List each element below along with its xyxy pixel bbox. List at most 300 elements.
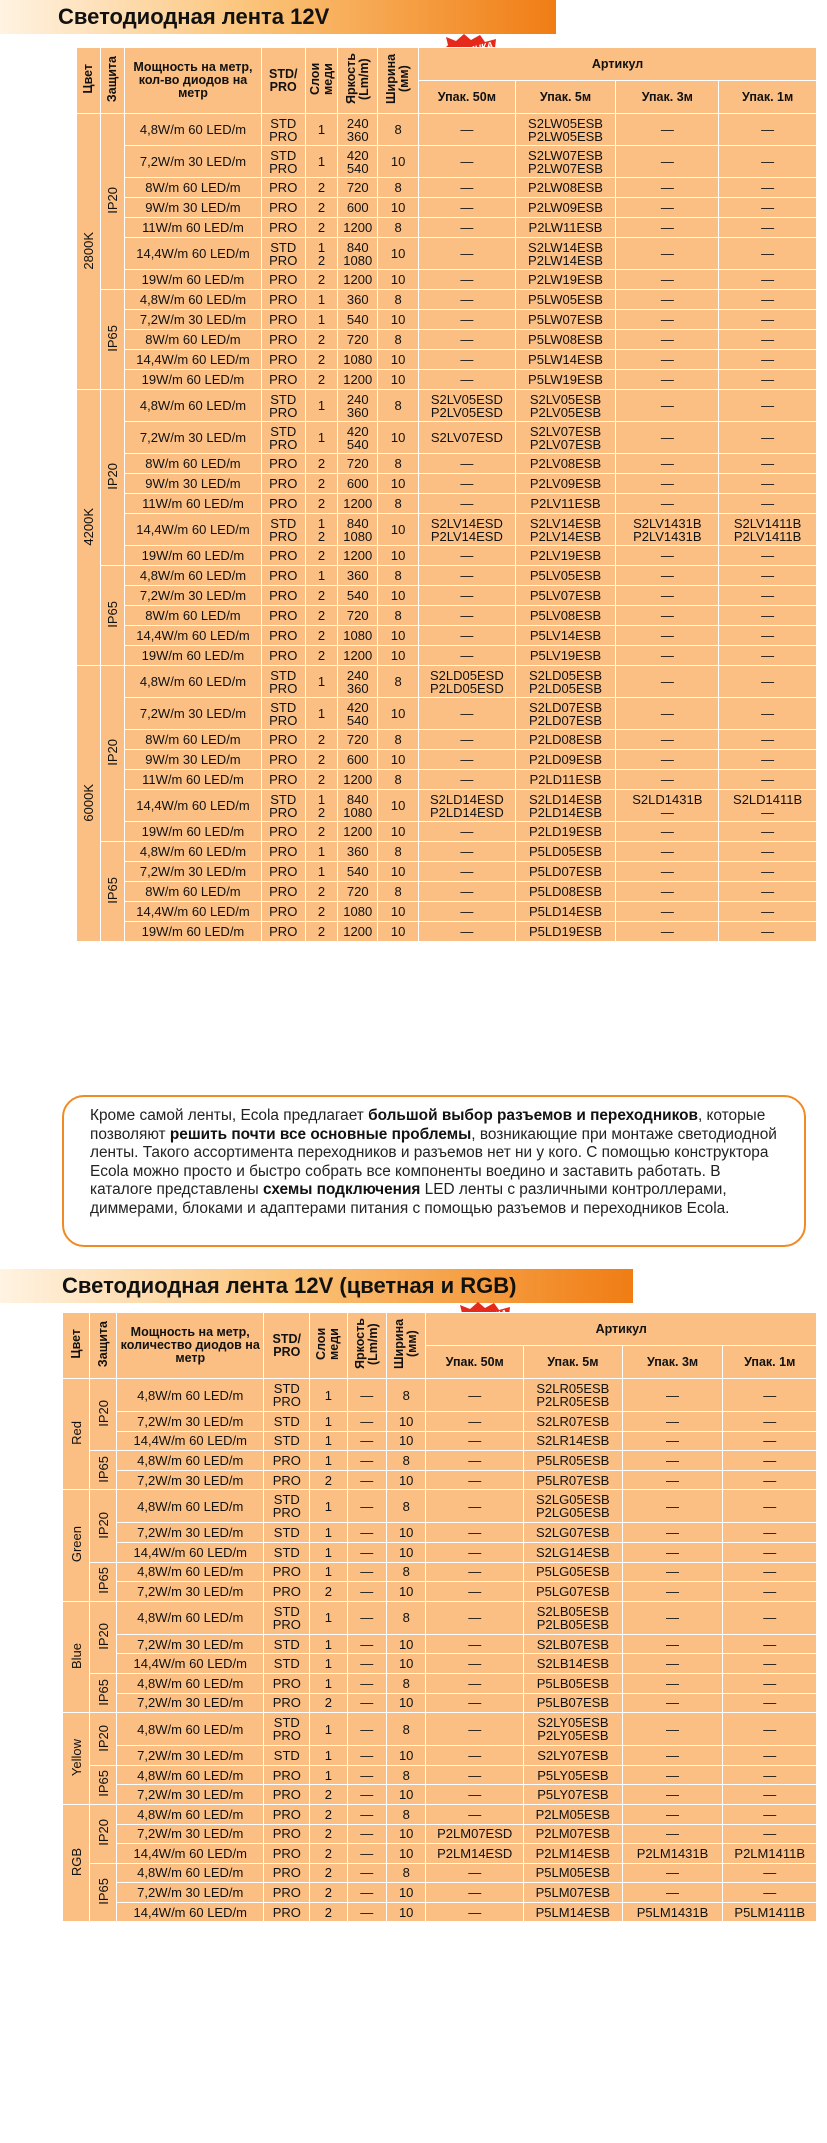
header-power: Мощность на метр, кол-во диодов на метр — [125, 48, 261, 114]
pack-50m-cell: S2LV14ESD P2LV14ESD — [419, 514, 516, 546]
pack-3m-cell: — — [622, 1883, 723, 1903]
brightness-cell: — — [347, 1431, 386, 1451]
pack-50m-cell: — — [426, 1693, 524, 1713]
power-cell: 14,4W/m 60 LED/m — [125, 238, 261, 270]
pack-1m-cell: — — [723, 1562, 817, 1582]
power-cell: 4,8W/m 60 LED/m — [117, 1379, 264, 1412]
std-pro-cell: PRO — [264, 1673, 310, 1693]
std-pro-cell: PRO — [261, 750, 305, 770]
brightness-cell: 540 — [338, 586, 378, 606]
width-cell: 10 — [378, 146, 419, 178]
pack-1m-cell: — — [719, 330, 817, 350]
pack-3m-cell: — — [616, 862, 719, 882]
layers-cell: 2 — [310, 1785, 347, 1805]
brightness-cell: 840 1080 — [338, 238, 378, 270]
pack-3m-cell: — — [622, 1634, 723, 1654]
brightness-cell: 1200 — [338, 770, 378, 790]
brightness-cell: 720 — [338, 882, 378, 902]
pack-50m-cell: — — [419, 730, 516, 750]
power-cell: 8W/m 60 LED/m — [125, 882, 261, 902]
power-cell: 4,8W/m 60 LED/m — [117, 1451, 264, 1471]
pack-3m-cell: — — [616, 350, 719, 370]
header-brightness: Яркость (Lm/m) — [338, 48, 378, 114]
width-cell: 10 — [386, 1785, 425, 1805]
pack-50m-cell: — — [419, 474, 516, 494]
std-pro-cell: PRO — [264, 1883, 310, 1903]
pack-50m-cell: — — [426, 1601, 524, 1634]
width-cell: 8 — [386, 1601, 425, 1634]
power-cell: 7,2W/m 30 LED/m — [125, 422, 261, 454]
std-pro-cell: PRO — [261, 770, 305, 790]
power-cell: 8W/m 60 LED/m — [125, 178, 261, 198]
brightness-cell: 420 540 — [338, 698, 378, 730]
pack-1m-cell: — — [719, 546, 817, 566]
brightness-cell: — — [347, 1713, 386, 1746]
pack-5m-cell: P5LB05ESB — [524, 1673, 623, 1693]
protection-group-cell: IP65 — [90, 1863, 117, 1922]
pack-1m-cell: — — [723, 1523, 817, 1543]
header-width: Ширина (мм) — [386, 1313, 425, 1379]
power-cell: 7,2W/m 30 LED/m — [117, 1746, 264, 1766]
layers-cell: 2 — [305, 750, 338, 770]
brightness-cell: 720 — [338, 606, 378, 626]
layers-cell: 2 — [305, 882, 338, 902]
std-pro-cell: PRO — [264, 1765, 310, 1785]
pack-1m-cell: — — [719, 114, 817, 146]
table-row — [77, 770, 817, 790]
std-pro-cell: PRO — [261, 626, 305, 646]
brightness-cell: 540 — [338, 862, 378, 882]
power-cell: 4,8W/m 60 LED/m — [117, 1601, 264, 1634]
pack-1m-cell: — — [719, 862, 817, 882]
pack-3m-cell: — — [616, 390, 719, 422]
pack-50m-cell: — — [426, 1412, 524, 1432]
width-cell: 8 — [378, 494, 419, 514]
section-title — [0, 0, 556, 34]
pack-5m-cell: P5LD05ESB — [515, 842, 616, 862]
power-cell: 11W/m 60 LED/m — [125, 770, 261, 790]
power-cell: 11W/m 60 LED/m — [125, 494, 261, 514]
power-cell: 14,4W/m 60 LED/m — [125, 514, 261, 546]
power-cell: 19W/m 60 LED/m — [125, 370, 261, 390]
pack-1m-cell: — — [723, 1713, 817, 1746]
pack-3m-cell: — — [622, 1582, 723, 1602]
pack-50m-cell: P2LM14ESD — [426, 1844, 524, 1864]
std-pro-cell: PRO — [264, 1902, 310, 1922]
table-row — [63, 1824, 817, 1844]
power-cell: 7,2W/m 30 LED/m — [125, 146, 261, 178]
pack-50m-cell: — — [426, 1804, 524, 1824]
pack-50m-cell: — — [426, 1863, 524, 1883]
pack-1m-cell: — — [719, 922, 817, 942]
pack-3m-cell: — — [616, 114, 719, 146]
table-row — [77, 842, 817, 862]
pack-1m-cell: — — [719, 822, 817, 842]
table-row — [77, 862, 817, 882]
brightness-cell: — — [347, 1785, 386, 1805]
width-cell: 10 — [386, 1542, 425, 1562]
pack-5m-cell: S2LD14ESB P2LD14ESB — [515, 790, 616, 822]
header-protection: Защита — [90, 1313, 117, 1379]
pack-3m-cell: S2LD1431B — — [616, 790, 719, 822]
table-row — [77, 666, 817, 698]
header-pack-5m: Упак. 5м — [515, 81, 616, 114]
header-color: Цвет — [77, 48, 101, 114]
pack-5m-cell: P5LW14ESB — [515, 350, 616, 370]
layers-cell: 1 — [305, 422, 338, 454]
pack-50m-cell: — — [419, 218, 516, 238]
width-cell: 8 — [378, 290, 419, 310]
pack-3m-cell: — — [616, 290, 719, 310]
pack-3m-cell: — — [622, 1562, 723, 1582]
std-pro-cell: PRO — [264, 1582, 310, 1602]
layers-cell: 2 — [305, 330, 338, 350]
table-body — [63, 1379, 817, 1922]
table-row — [77, 330, 817, 350]
width-cell: 8 — [378, 666, 419, 698]
brightness-cell: 720 — [338, 454, 378, 474]
pack-1m-cell: — — [719, 586, 817, 606]
brightness-cell: — — [347, 1883, 386, 1903]
pack-5m-cell: P5LM07ESB — [524, 1883, 623, 1903]
std-pro-cell: PRO — [261, 646, 305, 666]
layers-cell: 1 — [310, 1451, 347, 1471]
pack-3m-cell: — — [622, 1490, 723, 1523]
std-pro-cell: PRO — [261, 586, 305, 606]
table-row — [63, 1785, 817, 1805]
table-row — [77, 218, 817, 238]
protection-group-cell: IP20 — [101, 114, 125, 290]
pack-3m-cell: — — [616, 566, 719, 586]
power-cell: 4,8W/m 60 LED/m — [125, 666, 261, 698]
brightness-cell: — — [347, 1451, 386, 1471]
pack-1m-cell: P5LM1411B — [723, 1902, 817, 1922]
power-cell: 7,2W/m 30 LED/m — [125, 310, 261, 330]
header-std-pro: STD/ PRO — [261, 48, 305, 114]
pack-50m-cell: — — [419, 370, 516, 390]
brightness-cell: 1200 — [338, 646, 378, 666]
header-pack-50m: Упак. 50м — [419, 81, 516, 114]
table-row — [77, 454, 817, 474]
brightness-cell: 240 360 — [338, 666, 378, 698]
width-cell: 10 — [378, 646, 419, 666]
table-row — [63, 1601, 817, 1634]
pack-3m-cell: — — [622, 1863, 723, 1883]
table-row — [63, 1673, 817, 1693]
pack-5m-cell: P5LV14ESB — [515, 626, 616, 646]
layers-cell: 1 — [310, 1523, 347, 1543]
table-row — [77, 370, 817, 390]
pack-50m-cell: — — [426, 1883, 524, 1903]
table-row — [77, 546, 817, 566]
pack-3m-cell: — — [616, 474, 719, 494]
brightness-cell: — — [347, 1542, 386, 1562]
pack-5m-cell: S2LG05ESB P2LG05ESB — [524, 1490, 623, 1523]
table-row — [77, 474, 817, 494]
pack-5m-cell: P5LV07ESB — [515, 586, 616, 606]
table-row — [63, 1542, 817, 1562]
pack-1m-cell: — — [719, 238, 817, 270]
pack-50m-cell: — — [419, 750, 516, 770]
pack-5m-cell: P5LW07ESB — [515, 310, 616, 330]
table-row — [77, 922, 817, 942]
table-row — [77, 750, 817, 770]
table-row — [77, 566, 817, 586]
brightness-cell: 360 — [338, 290, 378, 310]
power-cell: 14,4W/m 60 LED/m — [125, 626, 261, 646]
power-cell: 4,8W/m 60 LED/m — [125, 842, 261, 862]
table-row — [77, 310, 817, 330]
pack-3m-cell: — — [616, 606, 719, 626]
pack-3m-cell: — — [616, 922, 719, 942]
std-pro-cell: STD PRO — [261, 666, 305, 698]
table-row — [77, 350, 817, 370]
pack-50m-cell: — — [419, 178, 516, 198]
header-pack-1m: Упак. 1м — [723, 1346, 817, 1379]
pack-5m-cell: P2LV09ESB — [515, 474, 616, 494]
pack-1m-cell: — — [723, 1634, 817, 1654]
std-pro-cell: PRO — [264, 1863, 310, 1883]
brightness-cell: 540 — [338, 310, 378, 330]
std-pro-cell: PRO — [261, 454, 305, 474]
power-cell: 8W/m 60 LED/m — [125, 454, 261, 474]
table-row — [63, 1562, 817, 1582]
power-cell: 7,2W/m 30 LED/m — [117, 1582, 264, 1602]
pack-5m-cell: P5LY07ESB — [524, 1785, 623, 1805]
table-row — [63, 1883, 817, 1903]
pack-1m-cell: — — [719, 270, 817, 290]
layers-cell: 2 — [305, 494, 338, 514]
pack-1m-cell: — — [723, 1863, 817, 1883]
pack-3m-cell: — — [616, 666, 719, 698]
width-cell: 8 — [386, 1713, 425, 1746]
std-pro-cell: PRO — [264, 1844, 310, 1864]
pack-5m-cell: P5LY05ESB — [524, 1765, 623, 1785]
brightness-cell: 1080 — [338, 350, 378, 370]
pack-1m-cell: S2LD1411B — — [719, 790, 817, 822]
width-cell: 10 — [378, 474, 419, 494]
pack-50m-cell: — — [419, 198, 516, 218]
width-cell: 10 — [378, 198, 419, 218]
layers-cell: 2 — [305, 626, 338, 646]
std-pro-cell: PRO — [261, 882, 305, 902]
header-protection: Защита — [101, 48, 125, 114]
header-width: Ширина (мм) — [378, 48, 419, 114]
table-row — [77, 422, 817, 454]
brightness-cell: — — [347, 1634, 386, 1654]
pack-50m-cell: — — [426, 1542, 524, 1562]
protection-group-cell: IP65 — [90, 1451, 117, 1490]
pack-1m-cell: — — [719, 606, 817, 626]
brightness-cell: 1080 — [338, 902, 378, 922]
width-cell: 10 — [386, 1634, 425, 1654]
pack-3m-cell: — — [616, 842, 719, 862]
pack-3m-cell: — — [616, 546, 719, 566]
pack-1m-cell: — — [723, 1451, 817, 1471]
header-layers: Слои меди — [305, 48, 338, 114]
color-group-cell: Blue — [63, 1601, 90, 1712]
protection-group-cell: IP65 — [90, 1765, 117, 1804]
power-cell: 4,8W/m 60 LED/m — [117, 1804, 264, 1824]
pack-3m-cell: — — [616, 370, 719, 390]
pack-1m-cell: — — [723, 1693, 817, 1713]
table-row — [77, 290, 817, 310]
protection-group-cell: IP65 — [101, 842, 125, 942]
std-pro-cell: PRO — [261, 270, 305, 290]
pack-5m-cell: P5LD08ESB — [515, 882, 616, 902]
header-article: Артикул — [426, 1313, 817, 1346]
table-row — [77, 390, 817, 422]
pack-50m-cell: S2LD05ESD P2LD05ESD — [419, 666, 516, 698]
pack-3m-cell: P2LM1431B — [622, 1844, 723, 1864]
pack-5m-cell: S2LB07ESB — [524, 1634, 623, 1654]
width-cell: 10 — [386, 1431, 425, 1451]
protection-group-cell: IP20 — [101, 666, 125, 842]
layers-cell: 1 — [310, 1713, 347, 1746]
width-cell: 10 — [378, 350, 419, 370]
std-pro-cell: STD PRO — [264, 1490, 310, 1523]
layers-cell: 1 — [305, 842, 338, 862]
layers-cell: 2 — [310, 1902, 347, 1922]
std-pro-cell: PRO — [261, 546, 305, 566]
pack-1m-cell: — — [719, 390, 817, 422]
pack-50m-cell: — — [426, 1765, 524, 1785]
layers-cell: 1 — [305, 390, 338, 422]
pack-3m-cell: — — [616, 270, 719, 290]
std-pro-cell: PRO — [261, 474, 305, 494]
brightness-cell: 600 — [338, 474, 378, 494]
layers-cell: 2 — [305, 606, 338, 626]
header-pack-1m: Упак. 1м — [719, 81, 817, 114]
pack-5m-cell: P5LR05ESB — [524, 1451, 623, 1471]
pack-5m-cell: P2LM07ESB — [524, 1824, 623, 1844]
pack-1m-cell: — — [723, 1883, 817, 1903]
pack-5m-cell: P5LB07ESB — [524, 1693, 623, 1713]
protection-group-cell: IP20 — [90, 1490, 117, 1562]
std-pro-cell: PRO — [261, 922, 305, 942]
width-cell: 10 — [378, 902, 419, 922]
brightness-cell: — — [347, 1824, 386, 1844]
width-cell: 10 — [378, 310, 419, 330]
layers-cell: 2 — [305, 270, 338, 290]
pack-3m-cell: — — [622, 1693, 723, 1713]
table-row — [77, 146, 817, 178]
brightness-cell: — — [347, 1601, 386, 1634]
pack-50m-cell: — — [426, 1451, 524, 1471]
pack-5m-cell: S2LW07ESB P2LW07ESB — [515, 146, 616, 178]
color-group-cell: RGB — [63, 1804, 90, 1922]
pack-3m-cell: — — [616, 730, 719, 750]
pack-3m-cell: — — [616, 822, 719, 842]
protection-group-cell: IP65 — [90, 1673, 117, 1712]
layers-cell: 1 — [310, 1431, 347, 1451]
std-pro-cell: STD PRO — [261, 238, 305, 270]
table-row — [63, 1844, 817, 1864]
layers-cell: 2 — [305, 350, 338, 370]
std-pro-cell: STD — [264, 1746, 310, 1766]
pack-1m-cell: — — [719, 842, 817, 862]
table-row — [63, 1412, 817, 1432]
layers-cell: 1 — [305, 862, 338, 882]
color-group-cell: Yellow — [63, 1713, 90, 1805]
pack-1m-cell: P2LM1411B — [723, 1844, 817, 1864]
pack-5m-cell: P5LV08ESB — [515, 606, 616, 626]
layers-cell: 1 — [305, 566, 338, 586]
std-pro-cell: STD PRO — [261, 698, 305, 730]
power-cell: 14,4W/m 60 LED/m — [117, 1844, 264, 1864]
table-row — [77, 646, 817, 666]
pack-1m-cell: — — [719, 626, 817, 646]
pack-3m-cell: — — [616, 882, 719, 902]
pack-3m-cell: — — [616, 646, 719, 666]
width-cell: 8 — [386, 1804, 425, 1824]
width-cell: 8 — [378, 390, 419, 422]
width-cell: 8 — [378, 178, 419, 198]
pack-3m-cell: — — [616, 310, 719, 330]
pack-50m-cell: — — [426, 1431, 524, 1451]
pack-50m-cell: — — [426, 1379, 524, 1412]
width-cell: 10 — [378, 922, 419, 942]
brightness-cell: — — [347, 1582, 386, 1602]
power-cell: 9W/m 30 LED/m — [125, 750, 261, 770]
std-pro-cell: PRO — [261, 310, 305, 330]
layers-cell: 1 2 — [305, 238, 338, 270]
pack-3m-cell: — — [616, 698, 719, 730]
pack-5m-cell: S2LV14ESB P2LV14ESB — [515, 514, 616, 546]
pack-5m-cell: S2LR14ESB — [524, 1431, 623, 1451]
layers-cell: 1 — [310, 1673, 347, 1693]
pack-1m-cell: — — [723, 1379, 817, 1412]
width-cell: 10 — [386, 1654, 425, 1674]
pack-50m-cell: — — [419, 146, 516, 178]
width-cell: 8 — [378, 730, 419, 750]
pack-50m-cell: S2LD14ESD P2LD14ESD — [419, 790, 516, 822]
pack-5m-cell: P2LV11ESB — [515, 494, 616, 514]
pack-1m-cell: — — [723, 1490, 817, 1523]
std-pro-cell: PRO — [261, 862, 305, 882]
table-row — [63, 1431, 817, 1451]
pack-1m-cell: — — [719, 474, 817, 494]
width-cell: 10 — [378, 546, 419, 566]
pack-5m-cell: P5LW08ESB — [515, 330, 616, 350]
table-row — [63, 1379, 817, 1412]
pack-50m-cell: — — [426, 1562, 524, 1582]
brightness-cell: 1200 — [338, 822, 378, 842]
power-cell: 7,2W/m 30 LED/m — [117, 1824, 264, 1844]
pack-1m-cell: — — [723, 1746, 817, 1766]
protection-group-cell: IP20 — [101, 390, 125, 566]
section-title-text: Светодиодная лента 12V — [58, 4, 330, 29]
pack-3m-cell: — — [616, 586, 719, 606]
pack-50m-cell: — — [426, 1713, 524, 1746]
pack-1m-cell: — — [719, 750, 817, 770]
header-layers: Слои меди — [310, 1313, 347, 1379]
pack-50m-cell: — — [426, 1490, 524, 1523]
header-pack-3m: Упак. 3м — [622, 1346, 723, 1379]
layers-cell: 1 — [310, 1765, 347, 1785]
pack-5m-cell: P5LV05ESB — [515, 566, 616, 586]
table-row — [63, 1523, 817, 1543]
pack-5m-cell: P2LD08ESB — [515, 730, 616, 750]
table-row — [63, 1713, 817, 1746]
pack-50m-cell: P2LM07ESD — [426, 1824, 524, 1844]
std-pro-cell: PRO — [261, 218, 305, 238]
pack-50m-cell: — — [419, 626, 516, 646]
header-power: Мощность на метр, количество диодов на метр — [117, 1313, 264, 1379]
power-cell: 7,2W/m 30 LED/m — [117, 1634, 264, 1654]
pack-5m-cell: S2LW14ESB P2LW14ESB — [515, 238, 616, 270]
pack-5m-cell: S2LD07ESB P2LD07ESB — [515, 698, 616, 730]
